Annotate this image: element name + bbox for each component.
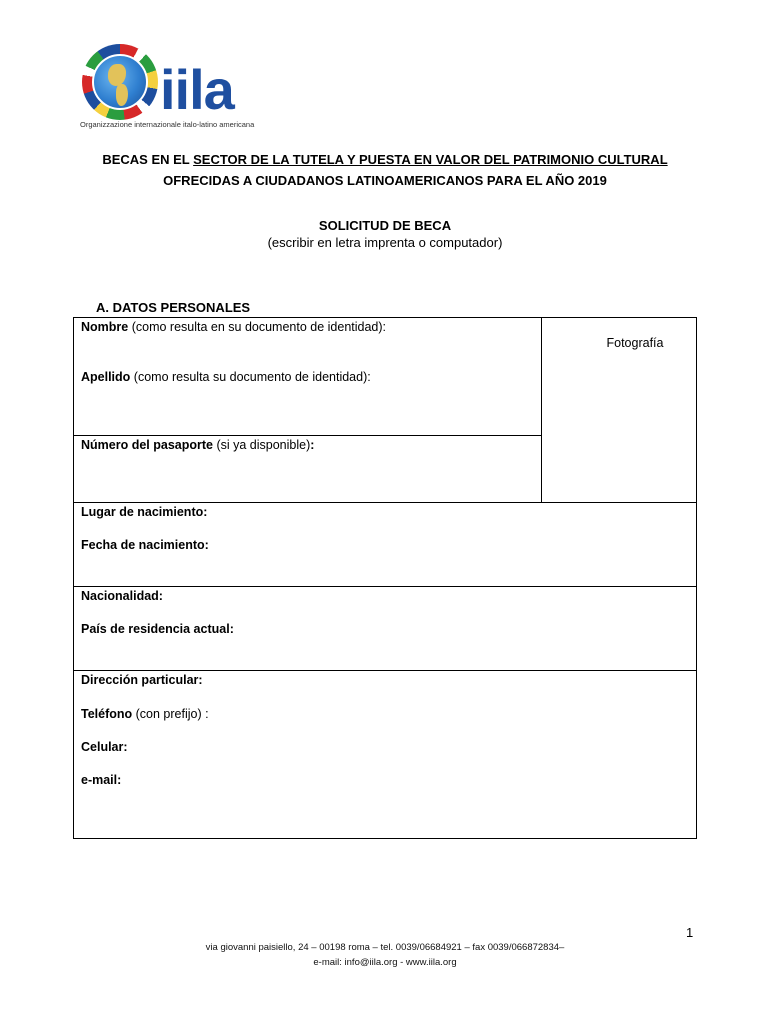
request-heading: SOLICITUD DE BECA [318, 218, 452, 233]
direccion-label: Dirección particular: [81, 673, 203, 687]
celular-label: Celular: [81, 740, 128, 754]
nationality-cell[interactable] [74, 587, 696, 670]
photo-box[interactable] [542, 318, 696, 502]
passport-cell[interactable] [74, 436, 541, 502]
logo-subtitle: Organizzazione internazionale italo-latino americana [80, 120, 255, 129]
birth-cell[interactable] [74, 503, 696, 586]
fecha-nacimiento-label: Fecha de nacimiento: [81, 538, 209, 552]
document-title [0, 149, 770, 191]
contact-cell[interactable] [74, 671, 696, 838]
footer-address: via giovanni paisiello, 24 – 00198 roma – tel. 0039/06684921 – fax 0039/066872834– [205, 942, 565, 953]
footer-contact: e-mail: info@iila.org - www.iila.org [313, 957, 457, 968]
nombre-label: Nombre (como resulta en su documento de identidad): [81, 320, 387, 334]
title-line-1: BECAS EN EL SECTOR DE LA TUTELA Y PUESTA EN VALOR DEL PATRIMONIO CULTURAL [102, 152, 668, 167]
pasaporte-label: Número del pasaporte (si ya disponible): [81, 438, 315, 452]
lugar-nacimiento-label: Lugar de nacimiento: [81, 505, 208, 519]
request-note: (escribir en letra imprenta o computador) [267, 235, 503, 250]
globe-flags-icon [82, 44, 158, 120]
iila-logo [80, 40, 280, 135]
title-line-2: OFRECIDAS A CIUDADANOS LATINOAMERICANOS PARA EL AÑO 2019 [163, 173, 607, 188]
name-cell[interactable] [74, 318, 541, 435]
personal-data-form [73, 317, 697, 839]
nacionalidad-label: Nacionalidad: [81, 589, 163, 603]
page-number: 1 [686, 925, 694, 940]
apellido-label: Apellido (como resulta su documento de identidad): [81, 370, 371, 384]
logo-wordmark: iila [160, 58, 234, 121]
globe-icon [92, 54, 148, 110]
photo-label: Fotografía [606, 336, 664, 350]
page-footer [0, 940, 770, 970]
residencia-label: País de residencia actual: [81, 622, 234, 636]
section-a-heading: A. DATOS PERSONALES [96, 300, 251, 315]
email-label: e-mail: [81, 773, 122, 787]
request-heading-block [0, 217, 770, 251]
telefono-label: Teléfono (con prefijo) : [81, 707, 209, 721]
